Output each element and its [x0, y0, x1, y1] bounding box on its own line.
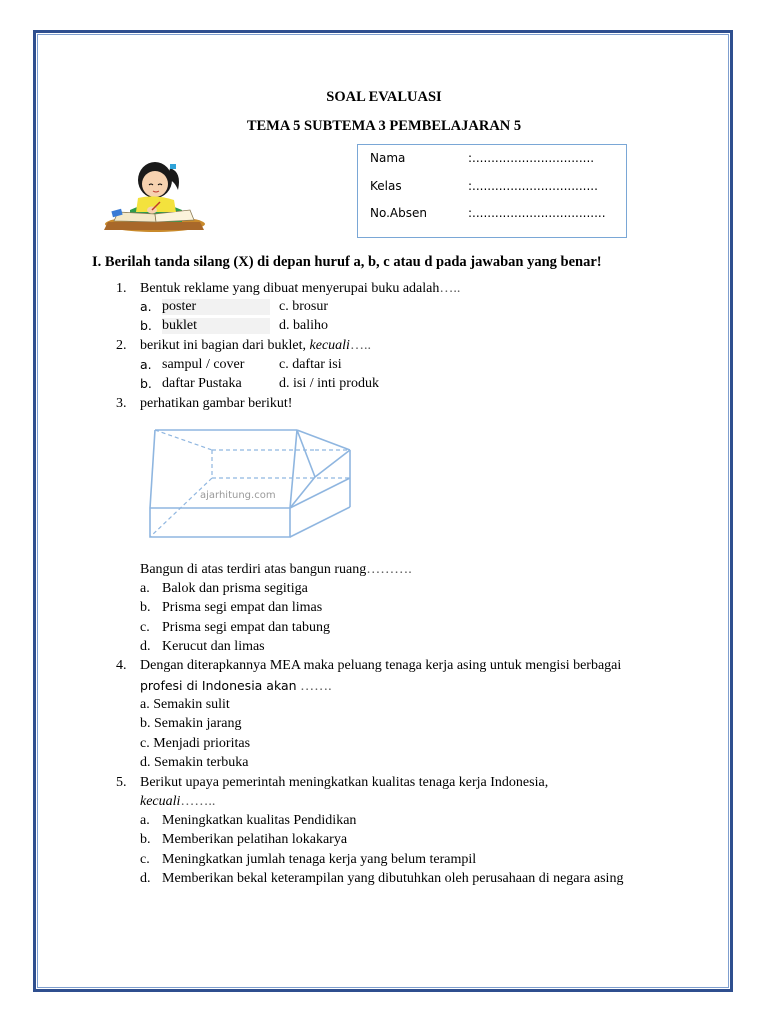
question-5-text-cont: kecuali…….. [140, 794, 216, 809]
page-title: SOAL EVALUASI [326, 89, 442, 105]
option-row: a. [140, 357, 152, 372]
name-field[interactable]: :................................ [468, 151, 595, 165]
option-a[interactable]: Balok dan prisma segitiga [162, 581, 308, 596]
page-subtitle: TEMA 5 SUBTEMA 3 PEMBELAJARAN 5 [246, 118, 522, 134]
option-letter: d. [140, 639, 151, 654]
question-5-text: Berikut upaya pemerintah meningkatkan kualitas tenaga kerja Indonesia, [140, 775, 549, 790]
option-c[interactable]: Prisma segi empat dan tabung [162, 620, 330, 635]
info-row-absen [370, 206, 606, 220]
question-number: 1. [116, 281, 127, 296]
info-row-kelas [370, 179, 598, 193]
option-c[interactable]: c. brosur [279, 299, 328, 314]
option-b[interactable]: buklet [162, 318, 270, 334]
option-d[interactable]: d. baliho [279, 318, 328, 333]
option-d[interactable]: Kerucut dan limas [162, 639, 265, 654]
option-letter: b. [140, 600, 151, 615]
question-number: 5. [116, 775, 127, 790]
option-b[interactable]: b. Semakin jarang [140, 716, 242, 731]
option-letter: a. [140, 813, 150, 828]
option-b[interactable]: Prisma segi empat dan limas [162, 600, 323, 615]
option-a[interactable]: sampul / cover [162, 357, 245, 372]
question-2-text: berikut ini bagian dari buklet, kecuali….. [140, 338, 371, 353]
option-a[interactable]: a. Semakin sulit [140, 697, 230, 712]
question-4-text: Dengan diterapkannya MEA maka peluang tenaga kerja asing untuk mengisi berbagai [140, 658, 622, 673]
option-row: b. [140, 376, 152, 391]
section-instruction: I. Berilah tanda silang (X) di depan huruf a, b, c atau d pada jawaban yang benar! [92, 254, 602, 270]
info-label: Nama [370, 151, 406, 165]
student-info-box [357, 144, 627, 238]
option-a[interactable]: Meningkatkan kualitas Pendidikan [162, 813, 357, 828]
option-d[interactable]: d. isi / inti produk [279, 376, 379, 391]
question-1-text: Bentuk reklame yang dibuat menyerupai buku adalah….. [140, 281, 461, 296]
option-b[interactable]: Memberikan pelatihan lokakarya [162, 832, 348, 847]
option-letter: d. [140, 871, 151, 886]
absen-field[interactable]: :................................... [468, 206, 606, 220]
option-c[interactable]: c. daftar isi [279, 357, 342, 372]
info-label: Kelas [370, 179, 402, 193]
watermark-text: ajarhitung.com [200, 490, 276, 501]
student-writing-illustration [100, 150, 210, 235]
option-letter: c. [140, 852, 150, 867]
info-row-nama [370, 151, 594, 165]
option-d[interactable]: d. Semakin terbuka [140, 755, 249, 770]
option-row: a. [140, 299, 152, 314]
question-number: 3. [116, 396, 127, 411]
info-label: No.Absen [370, 206, 427, 220]
option-a[interactable]: poster [162, 299, 270, 315]
option-letter: a. [140, 581, 150, 596]
option-letter: b. [140, 832, 151, 847]
option-letter: c. [140, 620, 150, 635]
option-d[interactable]: Memberikan bekal keterampilan yang dibutuhkan oleh perusahaan di negara asing [162, 871, 624, 886]
question-3-text: perhatikan gambar berikut! [140, 396, 293, 411]
question-3-prompt: Bangun di atas terdiri atas bangun ruang………. [140, 562, 412, 577]
question-4-text-cont: profesi di Indonesia akan ……. [140, 678, 332, 694]
option-b[interactable]: daftar Pustaka [162, 376, 242, 391]
option-c[interactable]: c. Menjadi prioritas [140, 736, 251, 751]
question-number: 2. [116, 338, 127, 353]
option-row: b. [140, 318, 152, 333]
class-field[interactable]: :................................. [468, 179, 598, 193]
option-c[interactable]: Meningkatkan jumlah tenaga kerja yang belum terampil [162, 852, 477, 867]
prism-figure [140, 420, 360, 545]
question-number: 4. [116, 658, 127, 673]
